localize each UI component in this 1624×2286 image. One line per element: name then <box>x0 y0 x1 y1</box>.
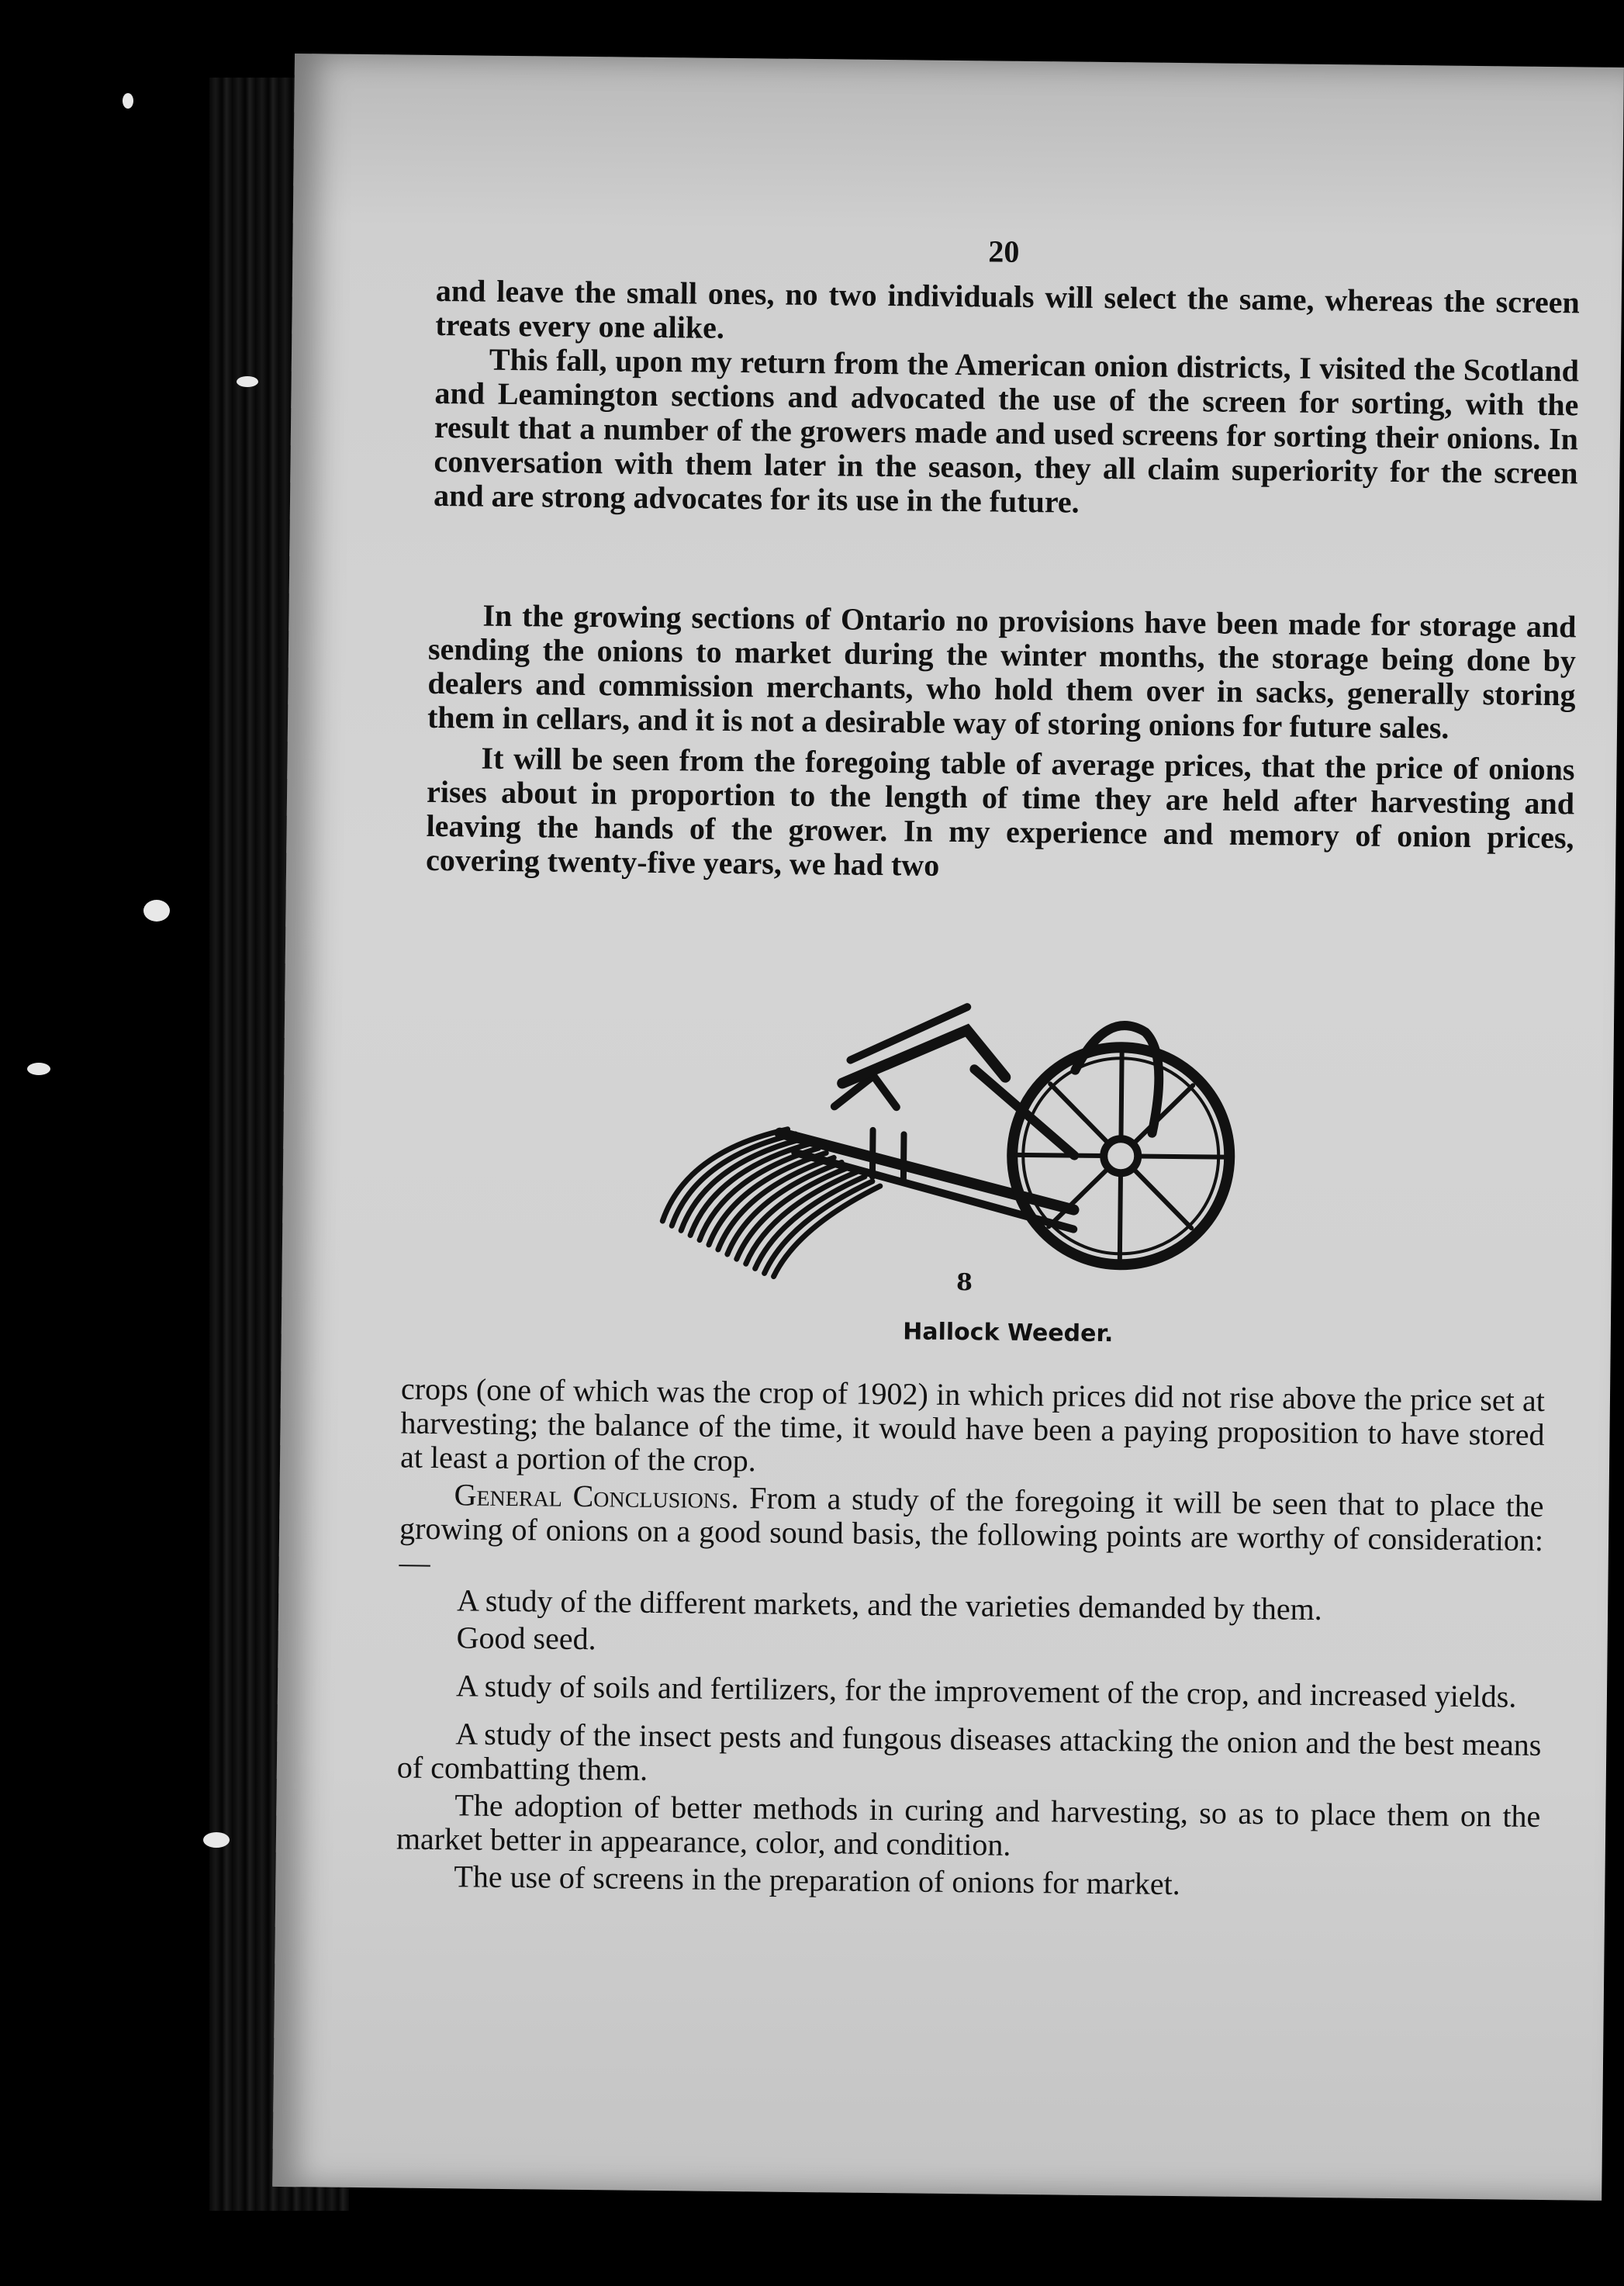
text-block-top <box>434 274 1580 524</box>
list-item: The adoption of better methods in curing and harvesting, so as to place them on the market better in appearance, color, and condition. <box>396 1787 1541 1862</box>
list-item: A study of the different markets, and the varieties demanded by them. <box>456 1582 1322 1627</box>
list-item: The use of screens in the preparation of onions for market. <box>454 1859 1180 1902</box>
figure-number: 8 <box>955 1269 973 1297</box>
text-block-bottom <box>396 1372 1545 1908</box>
text-block-middle <box>426 598 1577 895</box>
conclusions-heading: General Conclusions. <box>454 1477 739 1516</box>
conclusions-paragraph <box>399 1478 1543 1592</box>
paragraph: It will be seen from the foregoing table of average prices, that the price of onions rises about in proportion to the length of time they are held after harvesting and leaving the hands of the grower. In my experience and memory of onion prices, covering twenty-five years, we had two <box>425 740 1575 883</box>
paragraph: In the growing sections of Ontario no provisions have been made for storage and sending the onions to market during the winter months, the storage being done by dealers and commission merchants, who hold them over in sacks, generally storing them in cellars, and it is not a desirable way of storing onions for future sales. <box>427 597 1577 745</box>
paragraph: and leave the small ones, no two individuals will select the same, whereas the screen treats every one alike. <box>435 272 1581 345</box>
figure-caption: Hallock Weeder. <box>903 1318 1114 1348</box>
paragraph: This fall, upon my return from the American onion districts, I visited the Scotland and Leamington sections and advocated the use of the screen for sorting, with the result that a number of the growers made and used screens for sorting their onions. In conversation with them later in the season, they all claim superiority for the screen and are strong advocates for its use in the future. <box>433 341 1580 520</box>
paragraph: crops (one of which was the crop of 1902) in which prices did not rise above the price set at harvesting; the balance of the time, it would have been a paying proposition to have stored at least a portion of the crop. <box>399 1371 1546 1478</box>
list-item: A study of soils and fertilizers, for the improvement of the crop, and increased yields. <box>455 1668 1517 1714</box>
list-item: Good seed. <box>456 1620 596 1657</box>
list-item: A study of the insect pests and fungous diseases attacking the onion and the best means of combatting them. <box>396 1716 1542 1787</box>
conclusions-text: From a study of the foregoing it will be seen that to place the growing of onions on a good sound basis, the following points are worthy of consideration:— <box>399 1480 1544 1580</box>
page-number: 20 <box>988 233 1020 269</box>
scanned-page <box>272 54 1624 2201</box>
hallock-weeder-illustration <box>638 973 1277 1306</box>
